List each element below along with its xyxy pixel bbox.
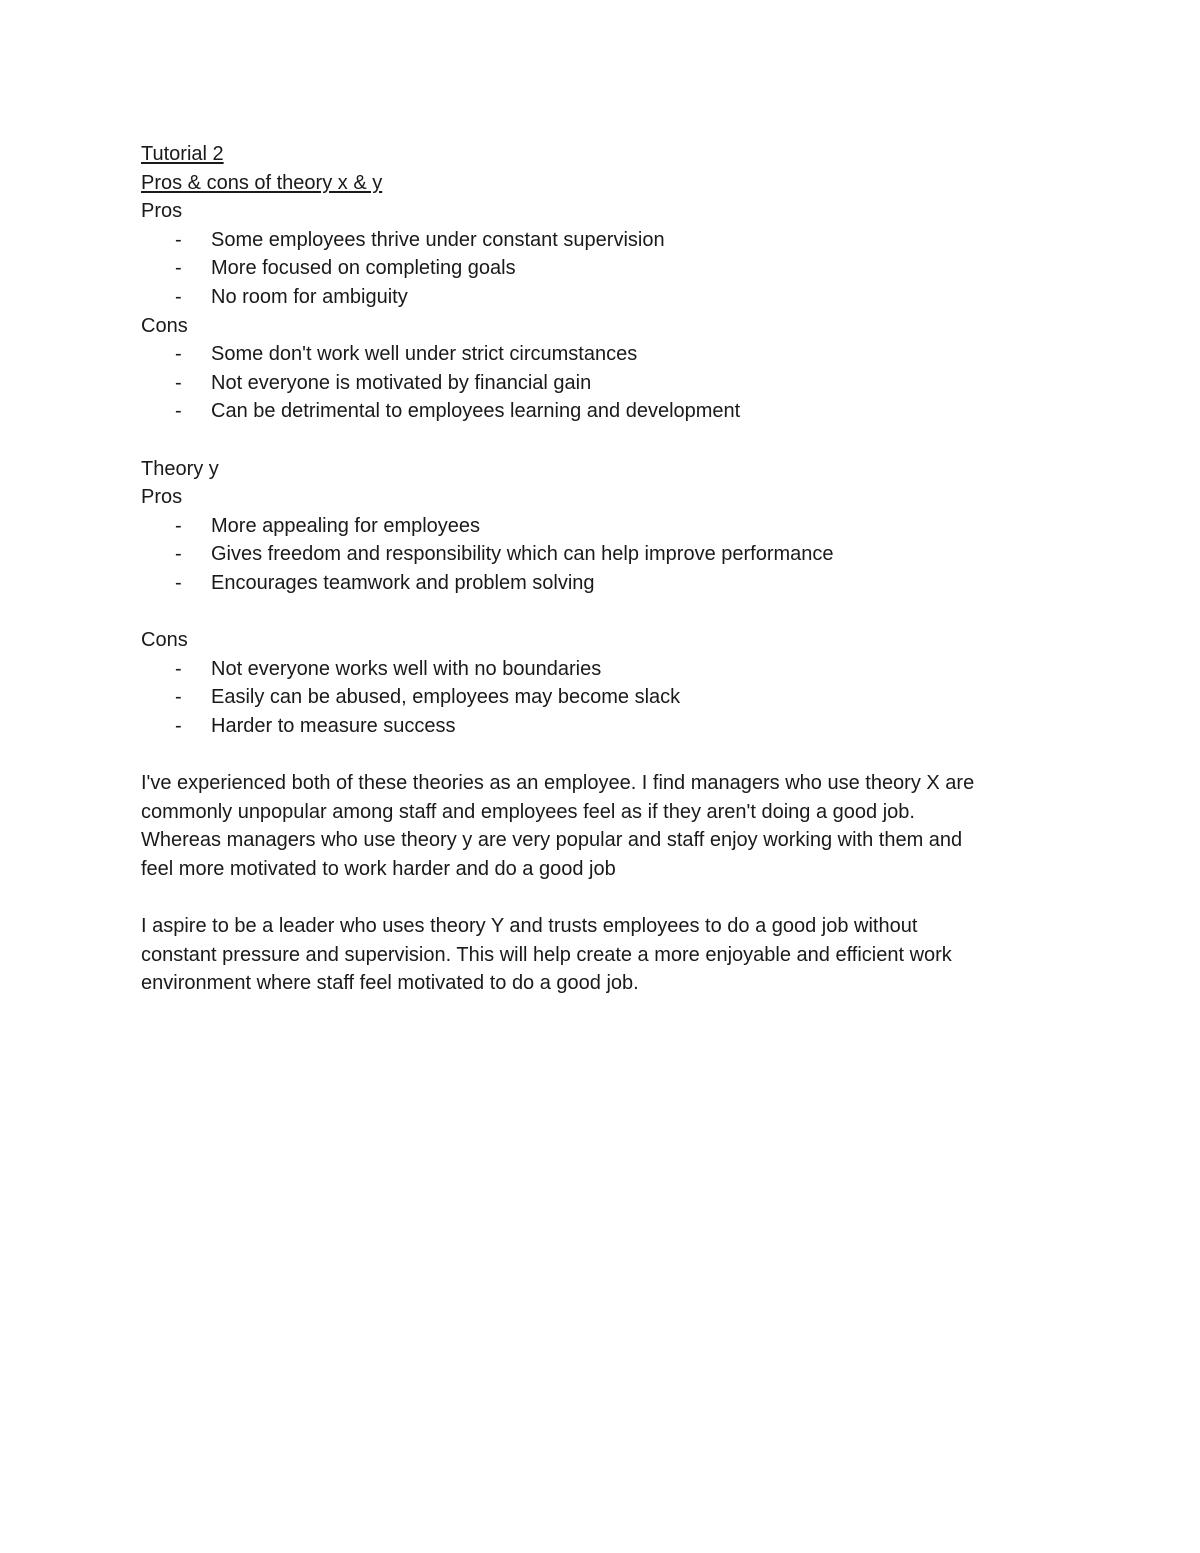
list-item bbox=[141, 683, 1061, 712]
theory-x-pros-heading: Pros bbox=[141, 200, 183, 223]
dash-bullet: - bbox=[175, 657, 182, 680]
blank-line bbox=[141, 883, 1061, 912]
list-item-text: Easily can be abused, employees may become slack bbox=[211, 686, 681, 709]
dash-bullet: - bbox=[175, 571, 182, 594]
dash-bullet: - bbox=[175, 285, 182, 308]
dash-bullet: - bbox=[175, 400, 182, 423]
theory-y-pros-list bbox=[141, 512, 1061, 598]
paragraph-line: I've experienced both of these theories as an employee. I find managers who use theory X are bbox=[141, 772, 975, 795]
list-item-text: Gives freedom and responsibility which can help improve performance bbox=[211, 543, 834, 566]
paragraph-line: environment where staff feel motivated to do a good job. bbox=[141, 972, 639, 995]
dash-bullet: - bbox=[175, 686, 182, 709]
dash-bullet: - bbox=[175, 543, 182, 566]
list-item bbox=[141, 254, 1061, 283]
theory-y-cons-list bbox=[141, 655, 1061, 741]
list-item-text: More focused on completing goals bbox=[211, 257, 516, 280]
list-item bbox=[141, 283, 1061, 312]
theory-x-pros-list bbox=[141, 226, 1061, 312]
paragraph-line: feel more motivated to work harder and do a good job bbox=[141, 857, 616, 880]
list-item bbox=[141, 512, 1061, 541]
list-item-text: Some don't work well under strict circumstances bbox=[211, 343, 638, 366]
theory-y-pros-heading: Pros bbox=[141, 486, 183, 509]
list-item-text: Encourages teamwork and problem solving bbox=[211, 571, 595, 594]
dash-bullet: - bbox=[175, 714, 182, 737]
list-item bbox=[141, 369, 1061, 398]
list-item-text: Can be detrimental to employees learning and development bbox=[211, 400, 741, 423]
list-item-text: More appealing for employees bbox=[211, 514, 481, 537]
theory-x-cons-heading: Cons bbox=[141, 314, 188, 337]
paragraph-line: I aspire to be a leader who uses theory Y and trusts employees to do a good job without bbox=[141, 915, 918, 938]
theory-x-cons-list bbox=[141, 340, 1061, 426]
list-item-text: No room for ambiguity bbox=[211, 285, 408, 308]
list-item-text: Not everyone is motivated by financial gain bbox=[211, 371, 592, 394]
document-title: Tutorial 2 bbox=[141, 143, 224, 165]
list-item bbox=[141, 226, 1061, 255]
blank-line bbox=[141, 598, 1061, 627]
blank-line bbox=[141, 426, 1061, 455]
blank-line bbox=[141, 740, 1061, 769]
document-body bbox=[141, 140, 1061, 998]
list-item bbox=[141, 569, 1061, 598]
paragraph-line: Whereas managers who use theory y are very popular and staff enjoy working with them and bbox=[141, 829, 963, 852]
list-item bbox=[141, 340, 1061, 369]
list-item bbox=[141, 712, 1061, 741]
dash-bullet: - bbox=[175, 228, 182, 251]
list-item bbox=[141, 655, 1061, 684]
list-item bbox=[141, 397, 1061, 426]
theory-y-heading: Theory y bbox=[141, 457, 219, 480]
dash-bullet: - bbox=[175, 371, 182, 394]
dash-bullet: - bbox=[175, 343, 182, 366]
list-item bbox=[141, 540, 1061, 569]
paragraph-line: commonly unpopular among staff and employees feel as if they aren't doing a good job. bbox=[141, 800, 915, 823]
dash-bullet: - bbox=[175, 257, 182, 280]
theory-y-cons-heading: Cons bbox=[141, 629, 188, 652]
list-item-text: Harder to measure success bbox=[211, 714, 456, 737]
document-subtitle: Pros & cons of theory x & y bbox=[141, 171, 383, 194]
dash-bullet: - bbox=[175, 514, 182, 537]
list-item-text: Some employees thrive under constant supervision bbox=[211, 228, 665, 251]
paragraph-line: constant pressure and supervision. This will help create a more enjoyable and efficient work bbox=[141, 943, 952, 966]
list-item-text: Not everyone works well with no boundaries bbox=[211, 657, 602, 680]
reflection-paragraph bbox=[141, 769, 1061, 883]
aspiration-paragraph bbox=[141, 912, 1061, 998]
